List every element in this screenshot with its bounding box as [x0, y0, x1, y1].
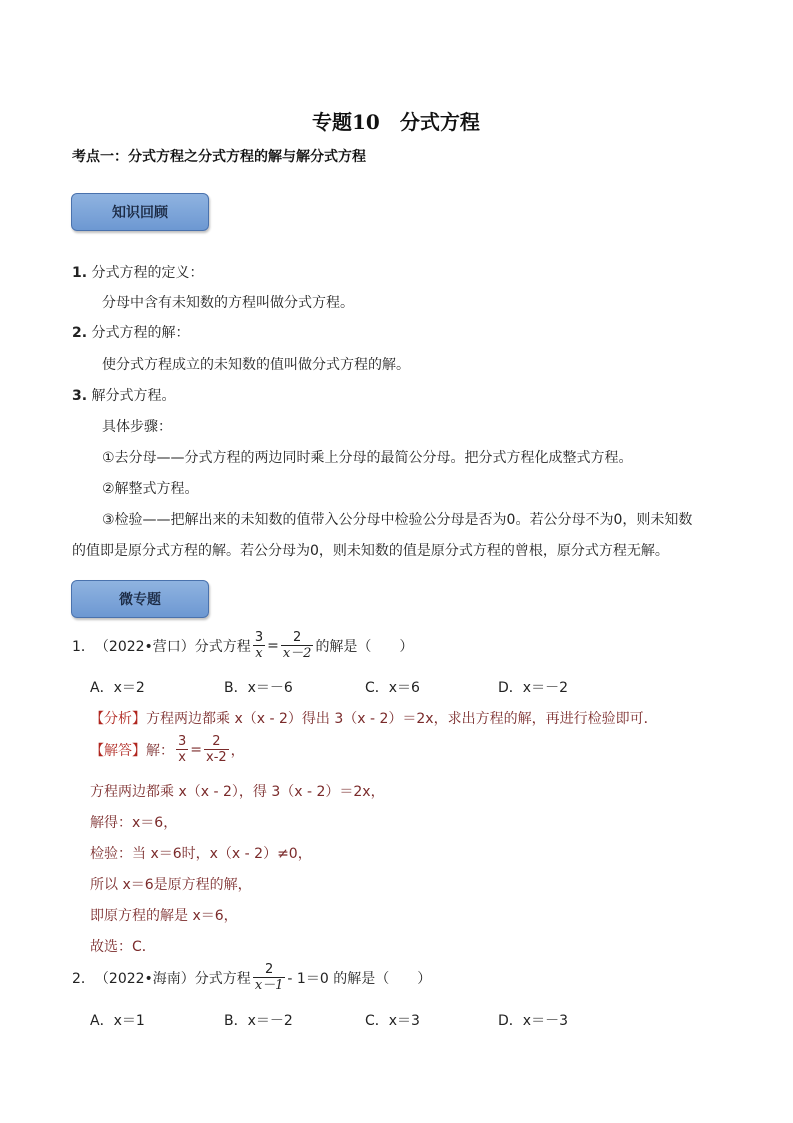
analysis-label: 【分析】 — [90, 711, 146, 727]
step-1: ①去分母——分式方程的两边同时乘上分母的最简公分母。把分式方程化成整式方程。 — [102, 450, 633, 466]
question-1-source: （2022•营口）分式方程 — [94, 638, 251, 655]
step-3-line-1: ③检验——把解出来的未知数的值带入公分母中检验公分母是否为0。若公分母不为0，则未知数 — [102, 512, 693, 528]
question-2-number: 2． — [72, 970, 95, 987]
q1-analysis — [90, 708, 658, 728]
solution-line-2: 解得：x＝6， — [90, 815, 178, 831]
q1-equals: = — [267, 637, 279, 654]
question-2 — [72, 962, 431, 993]
definition-item-1: 1. 分式方程的定义： — [72, 265, 204, 281]
definition-item-3: 3. 解分式方程。 — [72, 388, 176, 404]
solution-line-5: 即原方程的解是 x＝6， — [90, 908, 238, 924]
section-subtitle: 考点一：分式方程之分式方程的解与解分式方程 — [72, 149, 366, 165]
q2-option-b: B．x＝－2 — [224, 1013, 293, 1029]
knowledge-review-badge: 知识回顾 — [71, 193, 209, 231]
item2-body: 使分式方程成立的未知数的值叫做分式方程的解。 — [102, 357, 410, 373]
q2-option-c: C．x＝3 — [365, 1013, 420, 1029]
q1-option-c: C．x＝6 — [365, 680, 420, 696]
question-2-tail: - 1＝0 的解是（ ） — [287, 970, 432, 987]
solution-line-1: 方程两边都乘 x（x - 2），得 3（x - 2）＝2x， — [90, 784, 385, 800]
item1-title: 分式方程的定义： — [91, 265, 204, 281]
solution-line-3: 检验：当 x＝6时，x（x - 2）≠0， — [90, 846, 312, 862]
q1-answer: 【解答】 解： $\frac{3}{x}$ = $\frac{2}{x-2}$ ， — [90, 734, 245, 765]
solution-line-4: 所以 x＝6是原方程的解， — [90, 877, 252, 893]
solution-line-6: 故选：C． — [90, 939, 156, 955]
answer-prefix: 解： — [146, 742, 174, 759]
answer-fraction-right: $\frac{2}{x-2}$ — [206, 734, 227, 765]
answer-label: 【解答】 — [90, 742, 146, 759]
item2-title: 分式方程的解： — [91, 325, 190, 341]
q2-option-d: D．x＝－3 — [498, 1013, 568, 1029]
question-1-number: 1． — [72, 638, 95, 655]
step-2: ②解整式方程。 — [102, 481, 199, 497]
q2-option-a: A．x＝1 — [90, 1013, 145, 1029]
micro-topic-badge: 微专题 — [71, 580, 209, 618]
q1-option-b: B．x＝－6 — [224, 680, 293, 696]
item1-body: 分母中含有未知数的方程叫做分式方程。 — [102, 295, 354, 311]
item3-title: 解分式方程。 — [91, 388, 176, 404]
step-3-line-2: 的值即是原分式方程的解。若公分母为0，则未知数的值是原分式方程的曾根，原分式方程无解。 — [72, 543, 669, 559]
analysis-text: 方程两边都乘 x（x - 2）得出 3（x - 2）＝2x，求出方程的解，再进行检验即可． — [146, 711, 658, 727]
q1-option-d: D．x＝－2 — [498, 680, 568, 696]
q1-fraction-left: $\frac{3}{x}$ — [254, 630, 264, 661]
page-title: 专题10 分式方程 — [312, 110, 480, 134]
q1-fraction-right: $\frac{2}{x-2}$ — [282, 630, 312, 661]
question-2-source: （2022•海南）分式方程 — [94, 970, 251, 987]
definition-item-2: 2. 分式方程的解： — [72, 325, 190, 341]
q1-option-a: A．x＝2 — [90, 680, 145, 696]
question-1-tail: 的解是（ ） — [315, 638, 414, 655]
q2-fraction: $\frac{2}{x-1}$ — [254, 962, 284, 993]
question-1 — [72, 630, 413, 661]
answer-fraction-left: $\frac{3}{x}$ — [178, 734, 187, 765]
steps-label: 具体步骤： — [102, 419, 172, 435]
